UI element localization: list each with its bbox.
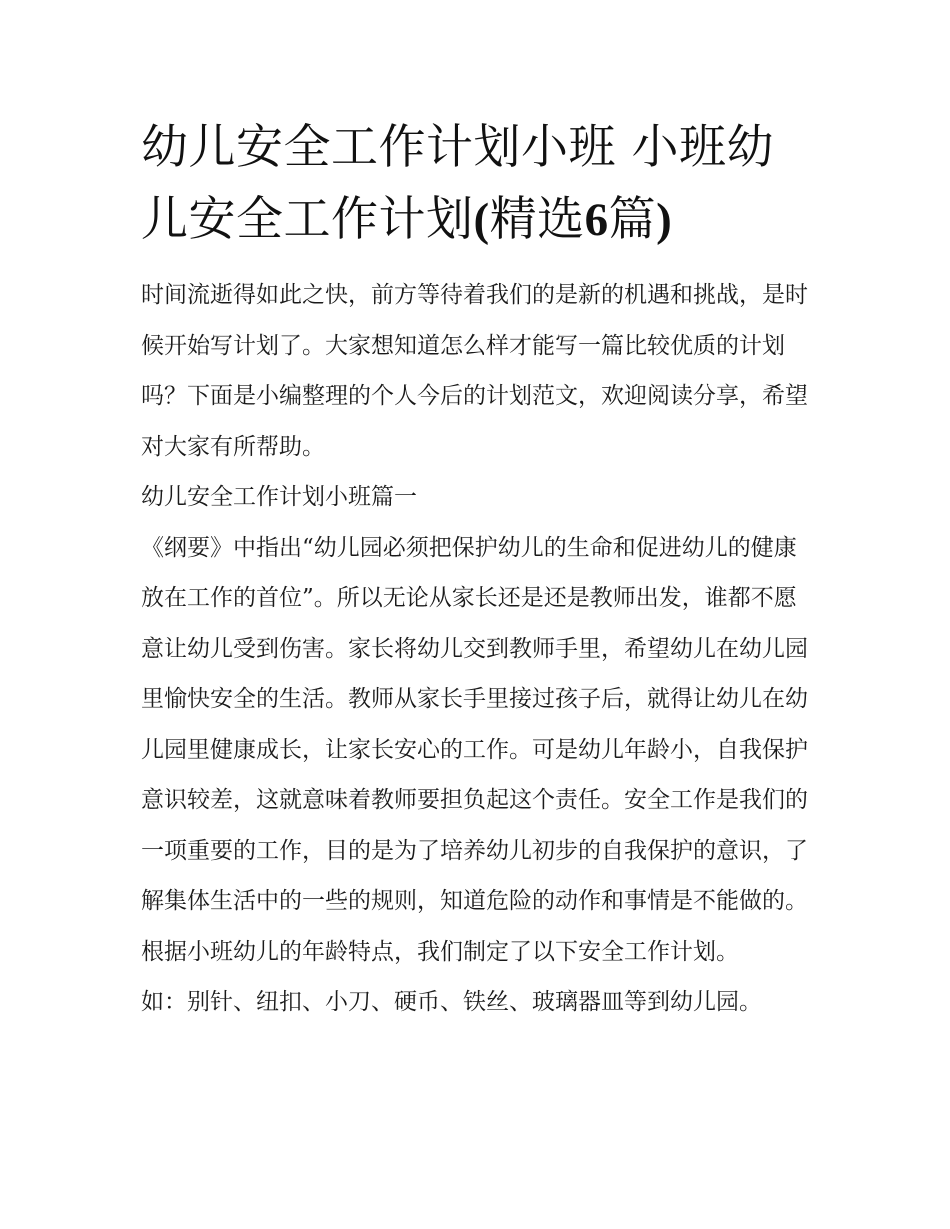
title-middle: 精选 [489, 192, 585, 247]
title-line-1: 幼儿安全工作计划小班 小班幼 [141, 120, 774, 175]
page-title [141, 112, 817, 256]
title-suffix: 篇 [608, 192, 657, 247]
title-line-2-prefix: 儿安全工作计划 [141, 192, 474, 247]
example-paragraph: 如：别针、纽扣、小刀、硬币、铁丝、玻璃器皿等到幼儿园。 [141, 989, 762, 1015]
document-body [141, 112, 817, 1028]
title-number: 6 [584, 194, 609, 246]
title-open-paren: ( [473, 194, 490, 246]
section-heading: 幼儿安全工作计划小班篇一 [141, 484, 417, 510]
intro-paragraph: 时间流逝得如此之快，前方等待着我们的是新的机遇和挑战，是时候开始写计划了。大家想知道怎么样才能写一篇比较优质的计划吗？下面是小编整理的个人今后的计划范文，欢迎阅读分享，希望对大家有所帮助。 [141, 282, 808, 460]
body-paragraph: 《纲要》中指出“幼儿园必须把保护幼儿的生命和促进幼儿的健康放在工作的首位”。所以无论从家长还是还是教师出发，谁都不愿意让幼儿受到伤害。家长将幼儿交到教师手里，希望幼儿在幼儿园里愉快安全的生活。教师从家长手里接过孩子后，就得让幼儿在幼儿园里健康成长，让家长安心的工作。可是幼儿年龄小，自我保护意识较差，这就意味着教师要担负起这个责任。安全工作是我们的一项重要的工作，目的是为了培养幼儿初步的自我保护的意识，了解集体生活中的一些的规则，知道危险的动作和事情是不能做的。根据小班幼儿的年龄特点，我们制定了以下安全工作计划。 [141, 534, 808, 965]
title-close-paren: ) [656, 194, 673, 246]
